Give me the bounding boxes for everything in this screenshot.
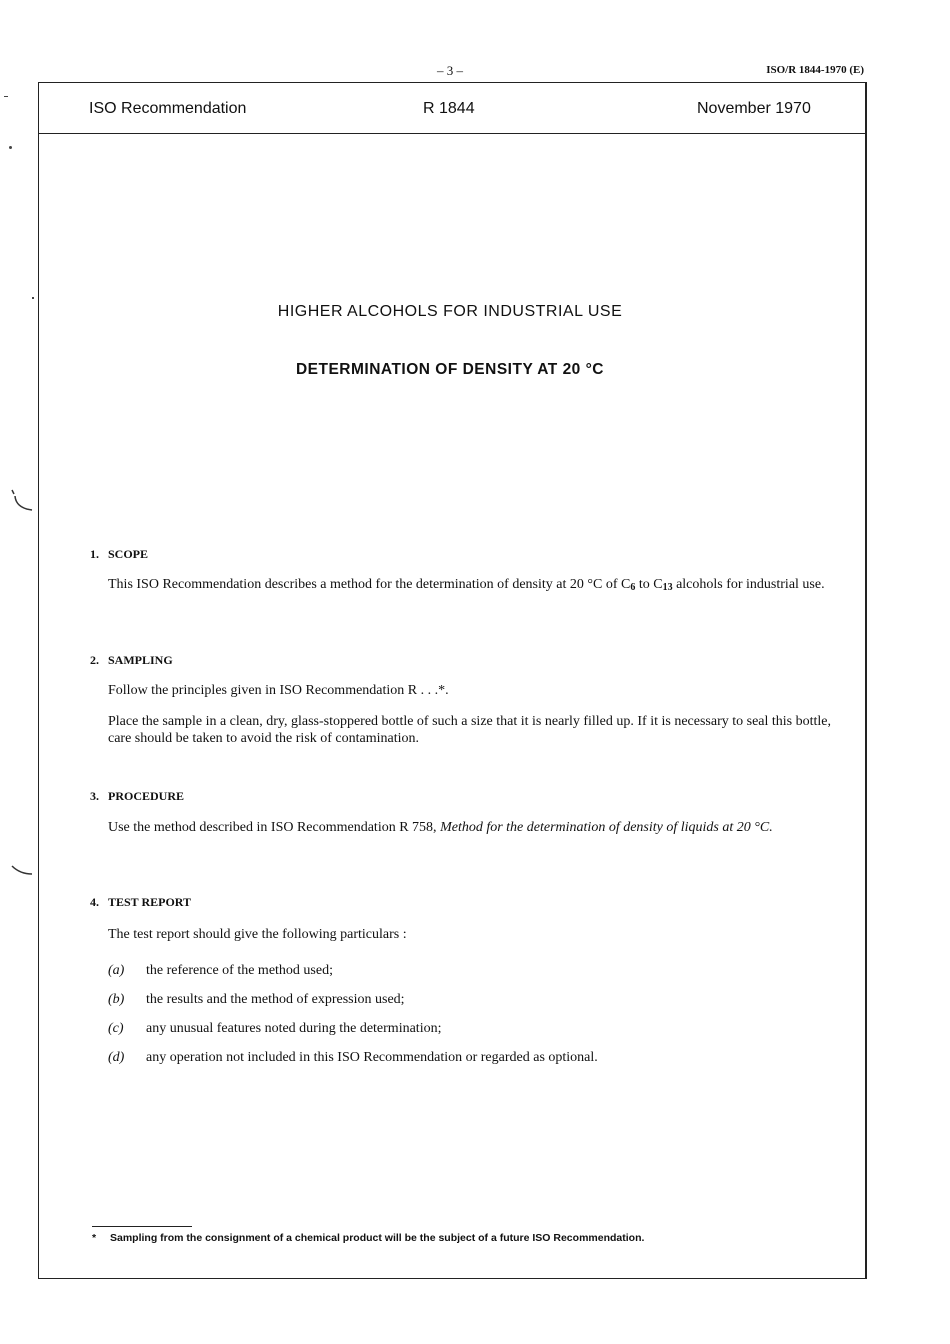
test-report-intro: The test report should give the following particulars : xyxy=(108,927,407,942)
section-heading xyxy=(90,653,173,668)
margin-mark xyxy=(32,297,34,299)
page-number: – 3 – xyxy=(437,63,463,78)
sampling-paragraph-2: Place the sample in a clean, dry, glass-stoppered bottle of such a size that it is nearly filled up. If it is necessary to seal this bottle, care should be taken to avoid the risk of contamination. xyxy=(108,714,831,746)
header-center: R 1844 xyxy=(423,100,475,117)
footnote: * Sampling from the consignment of a chemical product will be the subject of a future ISO Recommendation. xyxy=(92,1232,645,1244)
list-item: (d) any operation not included in this ISO Recommendation or regarded as optional. xyxy=(108,1050,598,1065)
scope-paragraph: This ISO Recommendation describes a method for the determination of density at 20 °C of $C_6$ to $C_{13}$ alcohols for industrial use. xyxy=(108,577,825,593)
procedure-paragraph: Use the method described in ISO Recommendation R 758, Method for the determination of density of liquids at 20 °C. xyxy=(108,820,773,835)
header-bar xyxy=(39,83,865,134)
page-frame xyxy=(38,82,867,1279)
footnote-rule xyxy=(92,1226,192,1227)
section-number: 3. xyxy=(90,789,99,803)
header-left: ISO Recommendation xyxy=(89,100,247,117)
section-number: 1. xyxy=(90,547,99,561)
document-id: ISO/R 1844-1970 (E) xyxy=(766,64,864,76)
section-heading xyxy=(90,789,184,804)
section-number: 2. xyxy=(90,653,99,667)
section-title: PROCEDURE xyxy=(108,789,185,803)
section-title: SCOPE xyxy=(108,547,149,561)
margin-scribble xyxy=(10,488,36,514)
sampling-paragraph-1: Follow the principles given in ISO Recommendation R . . .*. xyxy=(108,683,449,698)
subtitle: DETERMINATION OF DENSITY AT 20 °C xyxy=(295,361,605,378)
margin-scribble xyxy=(10,862,36,876)
section-heading xyxy=(90,547,148,562)
list-item: (a) the reference of the method used; xyxy=(108,963,333,978)
list-item: (c) any unusual features noted during the determination; xyxy=(108,1021,442,1036)
section-heading xyxy=(90,895,191,910)
list-item: (b) the results and the method of expression used; xyxy=(108,992,405,1007)
margin-mark xyxy=(9,146,12,149)
section-number: 4. xyxy=(90,895,99,909)
header-right: November 1970 xyxy=(697,100,811,117)
section-title: TEST REPORT xyxy=(108,895,192,909)
main-title: HIGHER ALCOHOLS FOR INDUSTRIAL USE xyxy=(277,303,623,320)
margin-mark xyxy=(4,96,8,97)
section-title: SAMPLING xyxy=(108,653,173,667)
